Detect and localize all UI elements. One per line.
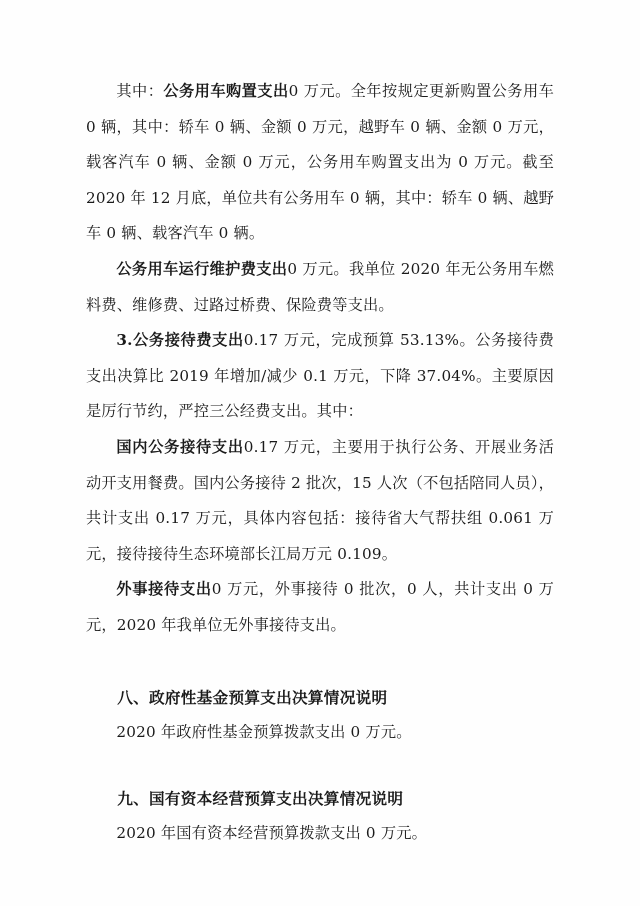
text-run: 0 万元。全年按规定更新购置公务用车 0 辆，其中：轿车 0 辆、金额 0 万元，越野车 0 辆、金额 0 万元，载客汽车 0 辆、金额 0 万元，公务用车购置支出为 0 万元。截至 2020 年 12 月底，单位共有公务用车 0 辆，其中：轿车 0 辆、越野车 0 辆、载客汽车 0 辆。 <box>86 82 555 243</box>
document-body <box>86 74 554 852</box>
text-run: 其中： <box>116 82 164 100</box>
text-run: 0 万元，外事接待 0 批次，0 人，共计支出 0 万元，2020 年我单位无外事接待支出。 <box>86 580 554 634</box>
text-run: 0.17 万元，主要用于执行公务、开展业务活动开支用餐费。国内公务接待 2 批次，15 人次（不包括陪同人员），共计支出 0.17 万元，具体内容包括：接待省大气帮扶组 0.061 万元，接待接待生态环境部长江局万元 0.109。 <box>86 437 555 563</box>
paragraph-vehicle-purchase <box>86 74 554 252</box>
section-body-8: 2020 年政府性基金预算拨款支出 0 万元。 <box>116 723 412 742</box>
text-run-bold: 国内公务接待支出 <box>116 437 244 456</box>
section-spacer <box>86 751 554 781</box>
text-run: 0.17 万元，完成预算 53.13%。公务接待费支出决算比 2019 年增加/减少 0.1 万元，下降 37.04%。主要原因是厉行节约，严控三公经费支出。其中： <box>86 331 554 421</box>
text-run-bold: 3.公务接待费支出 <box>116 331 244 350</box>
text-run: 0 万元。我单位 2020 年无公务用车燃料费、维修费、过路过桥费、保险费等支出。 <box>86 259 555 314</box>
section-heading-8: 八、政府性基金预算支出决算情况说明 <box>117 687 388 707</box>
section-heading-9: 九、国有资本经营预算支出决算情况说明 <box>117 788 404 808</box>
paragraph-foreign-hospitality <box>86 572 554 643</box>
text-run-bold: 公务用车运行维护费支出 <box>116 259 288 278</box>
paragraph-vehicle-maintenance <box>86 252 554 323</box>
text-run-bold: 外事接待支出 <box>116 580 212 599</box>
paragraph-hospitality-expense <box>86 323 554 430</box>
section-spacer <box>86 644 554 680</box>
section-body-9: 2020 年国有资本经营预算拨款支出 0 万元。 <box>116 824 427 843</box>
text-run-bold: 公务用车购置支出 <box>163 82 289 100</box>
paragraph-domestic-hospitality <box>86 430 554 572</box>
